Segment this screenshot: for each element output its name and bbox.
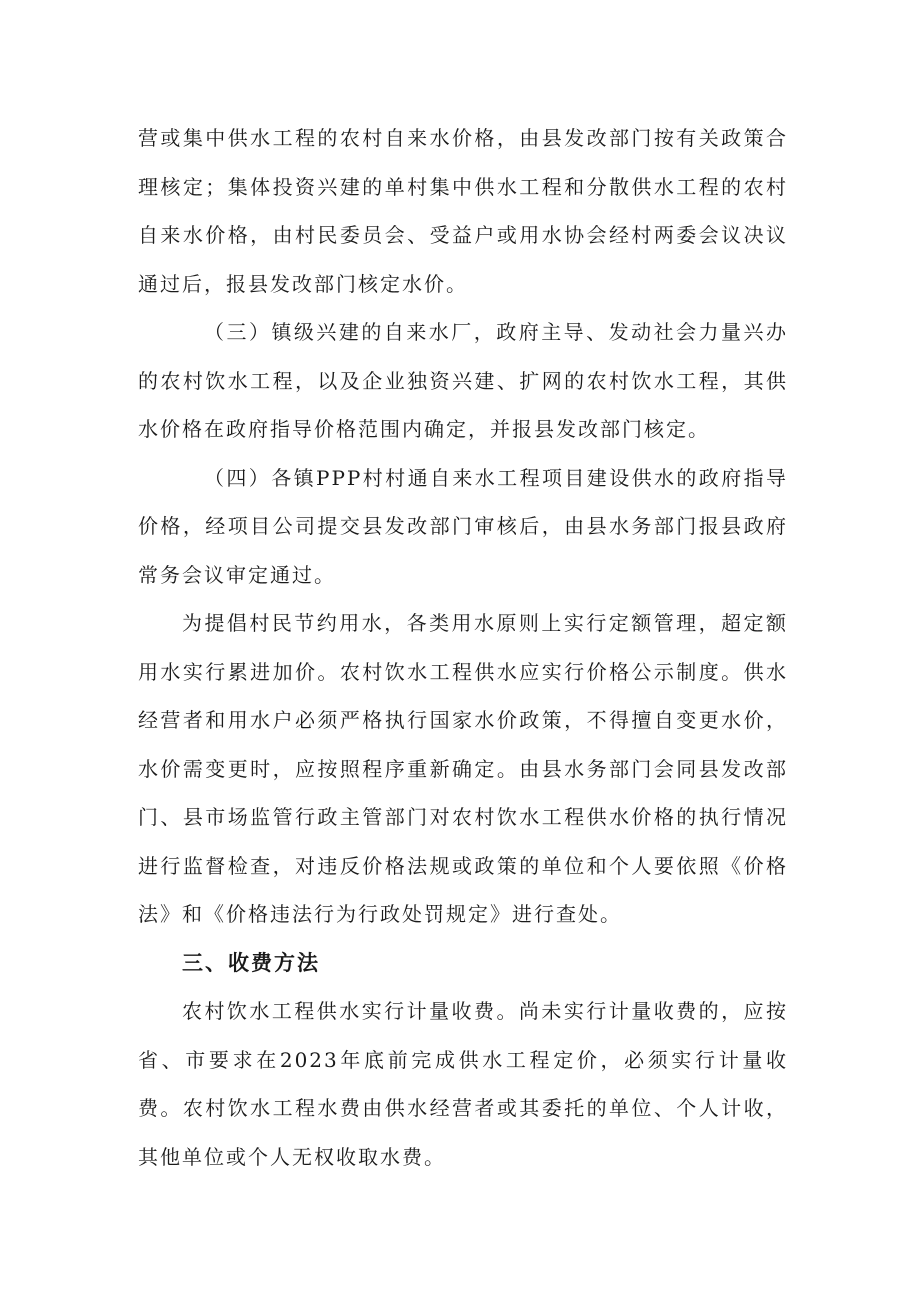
paragraph-item-three: （三）镇级兴建的自来水厂，政府主导、发动社会力量兴办的农村饮水工程，以及企业独资兴建、扩网的农村饮水工程，其供水价格在政府指导价格范围内确定，并报县发改部门核定。	[138, 320, 788, 441]
section-heading: 三、收费方法	[182, 950, 320, 975]
paragraph-water-saving: 为提倡村民节约用水，各类用水原则上实行定额管理，超定额用水实行累进加价。农村饮水工程供水应实行价格公示制度。供水经营者和用水户必须严格执行国家水价政策，不得擅自变更水价，水价需变更时，应按照程序重新确定。由县水务部门会同县发改部门、县市场监管行政主管部门对农村饮水工程供水价格的执行情况进行监督检查，对违反价格法规或政策的单位和个人要依照《价格法》和《价格违法行为行政处罚规定》进行查处。	[138, 611, 788, 926]
paragraph-metered-billing: 农村饮水工程供水实行计量收费。尚未实行计量收费的，应按省、市要求在2023年底前完成供水工程定价，必须实行计量收费。农村饮水工程水费由供水经营者或其委托的单位、个人计收，其他单位或个人无权收取水费。	[138, 999, 788, 1169]
paragraph-water-price-approval: 营或集中供水工程的农村自来水价格，由县发改部门按有关政策合理核定；集体投资兴建的单村集中供水工程和分散供水工程的农村自来水价格，由村民委员会、受益户或用水协会经村两委会议决议通过后，报县发改部门核定水价。	[138, 126, 788, 296]
document-body	[138, 114, 788, 1181]
paragraph-item-four: （四）各镇PPP村村通自来水工程项目建设供水的政府指导价格，经项目公司提交县发改部门审核后，由县水务部门报县政府常务会议审定通过。	[138, 465, 788, 587]
